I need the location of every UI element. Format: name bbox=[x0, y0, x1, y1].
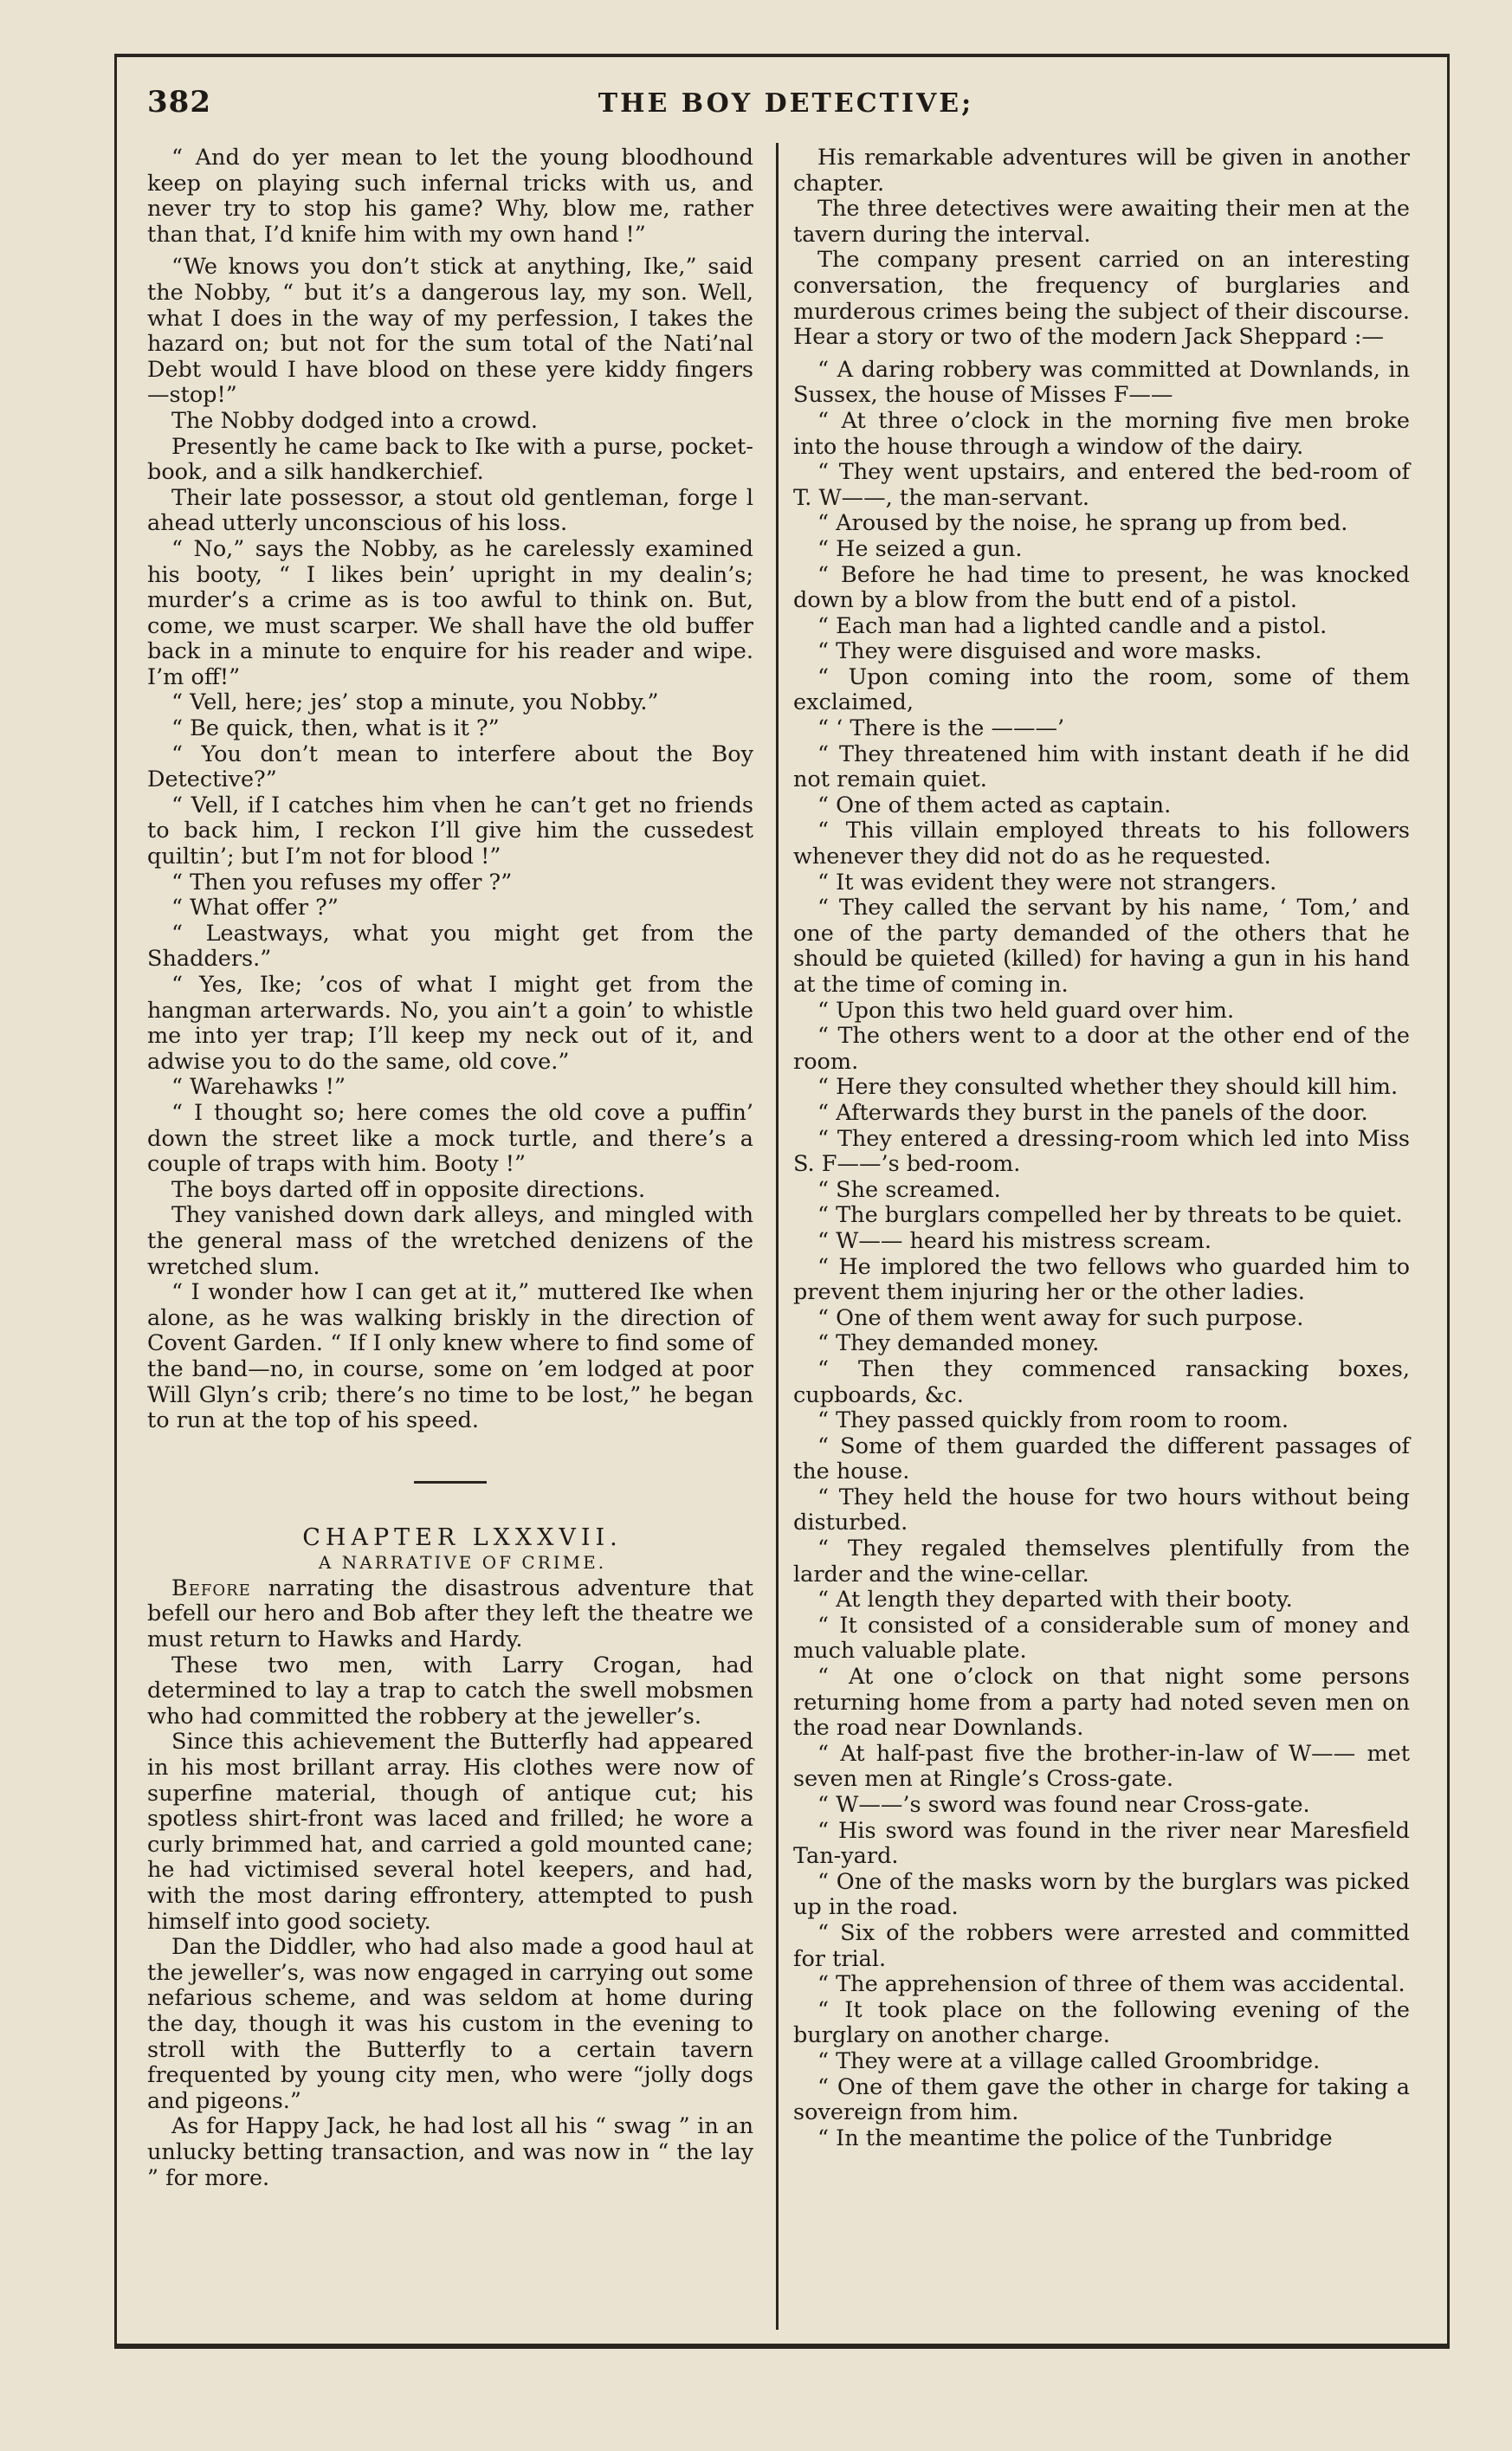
paragraph: Since this achievement the Butterfly had appeared in his most brillant array. His clothes were now of superfine material, though of antique cut; his spotless shirt-front was laced and frilled; he wore a curly brimmed hat, and carried a gold mounted cane; he had victimised several hotel keepers, and had, with the most daring effrontery, attempted to push himself into good society. bbox=[147, 1729, 753, 1935]
paragraph: “ W——’s sword was found near Cross-gate. bbox=[817, 1792, 1310, 1818]
right-column bbox=[793, 146, 1410, 2151]
paragraph: “ The burglars compelled her by threats to be quiet. bbox=[817, 1202, 1403, 1229]
paragraph: “ One of the masks worn by the burglars was picked up in the road. bbox=[793, 1868, 1410, 1921]
paragraph: “ The apprehension of three of them was accidental. bbox=[817, 1971, 1405, 1998]
paragraph: “ Be quick, then, what is it ?” bbox=[171, 715, 500, 742]
paragraph: “ W—— heard his mistress scream. bbox=[817, 1227, 1212, 1254]
paragraph: “ Yes, Ike; ’cos of what I might get from the hangman arterwards. No, you ain’t a goin’ to whistle me into yer trap; I’ll keep my neck out of it, and adwise you to do the same, old cove.” bbox=[147, 972, 753, 1075]
paragraph: “ It was evident they were not strangers. bbox=[817, 869, 1277, 896]
paragraph: “ A daring robbery was committed at Downlands, in Sussex, the house of Misses F—— bbox=[793, 356, 1410, 409]
paragraph: Their late possessor, a stout old gentleman, forge l ahead utterly unconscious of his loss. bbox=[147, 484, 753, 537]
paragraph: “ At length they departed with their booty. bbox=[817, 1587, 1293, 1614]
paragraph: “ Warehawks !” bbox=[171, 1074, 346, 1101]
paragraph: Dan the Diddler, who had also made a good haul at the jeweller’s, was now engaged in carrying out some nefarious scheme, and was seldom at home during the day, though it was his custom in the evening to stroll with the Butterfly to a certain tavern frequented by young city men, who were “jolly dogs and pigeons.” bbox=[147, 1934, 753, 2114]
paragraph: These two men, with Larry Crogan, had determined to lay a trap to catch the swell mobsmen who had committed the robbery at the jeweller’s. bbox=[147, 1652, 753, 1730]
left-column bbox=[147, 146, 753, 2191]
paragraph: “ This villain employed threats to his followers whenever they did not do as he requested. bbox=[793, 818, 1410, 870]
paragraph: “ One of them went away for such purpose. bbox=[817, 1304, 1304, 1331]
paragraph: The three detectives were awaiting their men at the tavern during the interval. bbox=[793, 196, 1410, 248]
paragraph: “ Leastways, what you might get from the Shadders.” bbox=[147, 920, 753, 973]
paragraph: “ They entered a dressing-room which led into Miss S. F——’s bed-room. bbox=[793, 1125, 1410, 1178]
paragraph: “ They threatened him with instant death if he did not remain quiet. bbox=[793, 740, 1410, 793]
running-head: THE BOY DETECTIVE; bbox=[598, 88, 974, 119]
paragraph: “ They held the house for two hours without being disturbed. bbox=[793, 1484, 1410, 1536]
paragraph: “ One of them acted as captain. bbox=[817, 792, 1172, 818]
paragraph: “ Then you refuses my offer ?” bbox=[171, 869, 513, 896]
chapter-first-word: Before bbox=[171, 1575, 251, 1601]
paragraph: “ Each man had a lighted candle and a pistol. bbox=[817, 612, 1328, 639]
paragraph: “ They regaled themselves plentifully from the larder and the wine-cellar. bbox=[793, 1536, 1410, 1588]
page-header bbox=[147, 80, 1425, 132]
paragraph: “ At three o’clock in the morning five men broke into the house through a window of the dairy. bbox=[793, 407, 1410, 460]
paragraph: “ She screamed. bbox=[817, 1176, 1001, 1203]
paragraph: “ It consisted of a considerable sum of money and much valuable plate. bbox=[793, 1612, 1410, 1665]
paragraph: “ His sword was found in the river near Maresfield Tan-yard. bbox=[793, 1817, 1410, 1870]
column-divider bbox=[776, 143, 779, 2330]
chapter-title: CHAPTER LXXXVII. bbox=[302, 1523, 623, 1551]
chapter-opening-text: narrating the disastrous adventure that befell our hero and Bob after they left the theatre we must return to Hawks and Hardy. bbox=[147, 1575, 753, 1653]
paragraph: “ He seized a gun. bbox=[817, 535, 1023, 562]
right-column-text bbox=[793, 146, 1410, 2151]
paragraph: “ Here they consulted whether they should kill him. bbox=[817, 1074, 1399, 1101]
paragraph: “ Some of them guarded the different passages of the house. bbox=[793, 1432, 1410, 1485]
paragraph: “ Upon coming into the room, some of them exclaimed, bbox=[793, 663, 1410, 716]
paragraph: “ One of them gave the other in charge for taking a sovereign from him. bbox=[793, 2073, 1410, 2126]
paragraph: “ Aroused by the noise, he sprang up from bed. bbox=[817, 510, 1348, 537]
paragraph: The boys darted off in opposite directions. bbox=[171, 1176, 646, 1203]
paragraph: “ Vell, here; jes’ stop a minute, you Nobby.” bbox=[171, 689, 659, 716]
paragraph: “ Six of the robbers were arrested and committed for trial. bbox=[793, 1919, 1410, 1972]
paragraph: “ Vell, if I catches him vhen he can’t get no friends to back him, I reckon I’ll give him the cussedest quiltin’; but I’m not for blood !” bbox=[147, 792, 753, 870]
left-column-story-text bbox=[147, 146, 753, 1434]
chapter-body-text bbox=[147, 1653, 753, 2191]
paragraph: The company present carried on an interesting conversation, the frequency of burglaries and murderous crimes being the subject of their discourse. Hear a story or two of the modern Jack Sheppard :— bbox=[793, 247, 1410, 351]
paragraph: They vanished down dark alleys, and mingled with the general mass of the wretched denizens of the wretched slum. bbox=[147, 1202, 753, 1280]
paragraph: “ They called the servant by his name, ‘ Tom,’ and one of the party demanded of the others that he should be quieted (killed) for having a gun in his hand at the time of coming in. bbox=[793, 895, 1410, 998]
paragraph: “ At half-past five the brother-in-law of W—— met seven men at Ringle’s Cross-gate. bbox=[793, 1740, 1410, 1793]
paragraph: “ At one o’clock on that night some persons returning home from a party had noted seven men on the road near Downlands. bbox=[793, 1664, 1410, 1742]
paragraph: “ They were at a village called Groombridge. bbox=[817, 2047, 1321, 2074]
paragraph: “ No,” says the Nobby, as he carelessly examined his booty, “ I likes bein’ upright in my dealin’s; murder’s a crime as is too awful to think on. But, come, we must scarper. We shall have the old buffer back in a minute to enquire for his reader and wipe. I’m off!” bbox=[147, 535, 753, 690]
paragraph: “ Afterwards they burst in the panels of the door. bbox=[817, 1099, 1368, 1126]
paragraph: His remarkable adventures will be given in another chapter. bbox=[793, 145, 1410, 197]
paragraph: “ They went upstairs, and entered the bed-room of T. W——, the man-servant. bbox=[793, 459, 1410, 511]
paragraph: “ They passed quickly from room to room. bbox=[817, 1407, 1289, 1434]
paragraph: “ Upon this two held guard over him. bbox=[817, 997, 1235, 1024]
paragraph: The Nobby dodged into a crowd. bbox=[171, 407, 538, 434]
paragraph: “ It took place on the following evening of the burglary on another charge. bbox=[793, 1996, 1410, 2049]
paragraph: “ They demanded money. bbox=[817, 1330, 1100, 1357]
chapter-opening-paragraph bbox=[147, 1576, 753, 1653]
paragraph: “ I thought so; here comes the old cove a puffin’ down the street like a mock turtle, and there’s a couple of traps with him. Booty !” bbox=[147, 1099, 753, 1178]
paragraph: “We knows you don’t stick at anything, Ike,” said the Nobby, “ but it’s a dangerous lay, my son. Well, what I does in the way of my perfession, I takes the hazard on; but not for the sum total of the Nati’nal Debt would I have blood on these yere kiddy fingers—stop!” bbox=[147, 254, 753, 409]
paragraph: “ Then they commenced ransacking boxes, cupboards, &c. bbox=[793, 1355, 1410, 1408]
paragraph: “ And do yer mean to let the young bloodhound keep on playing such infernal tricks with us, and never try to stop his game? Why, blow me, rather than that, I’d knife him with my own hand !” bbox=[147, 145, 753, 248]
paragraph: “ I wonder how I can get at it,” muttered Ike when alone, as he was walking briskly in the direction of Covent Garden. “ If I only knew where to find some of the band—no, in course, some on ’em lodged at poor Will Glyn’s crib; there’s no time to be lost,” he began to run at the top of his speed. bbox=[147, 1279, 753, 1434]
paragraph: “ ‘ There is the ———’ bbox=[817, 715, 1065, 742]
paragraph: “ He implored the two fellows who guarded him to prevent them injuring her or the other ladies. bbox=[793, 1253, 1410, 1306]
paragraph: “ What offer ?” bbox=[171, 895, 339, 922]
section-rule bbox=[414, 1481, 487, 1484]
paragraph: “ Before he had time to present, he was knocked down by a blow from the butt end of a pistol. bbox=[793, 561, 1410, 614]
paragraph: “ In the meantime the police of the Tunbridge bbox=[817, 2124, 1333, 2151]
page-number: 382 bbox=[147, 85, 211, 120]
chapter-subtitle: A NARRATIVE OF CRIME. bbox=[318, 1552, 607, 1574]
paragraph: “ They were disguised and wore masks. bbox=[817, 638, 1263, 665]
paragraph: “ You don’t mean to interfere about the Boy Detective?” bbox=[147, 740, 753, 793]
paragraph: Presently he came back to Ike with a purse, pocket-book, and a silk handkerchief. bbox=[147, 433, 753, 486]
paragraph: “ The others went to a door at the other end of the room. bbox=[793, 1023, 1410, 1075]
paragraph: As for Happy Jack, he had lost all his “ swag ” in an unlucky betting transaction, and was now in “ the lay ” for more. bbox=[147, 2113, 753, 2191]
